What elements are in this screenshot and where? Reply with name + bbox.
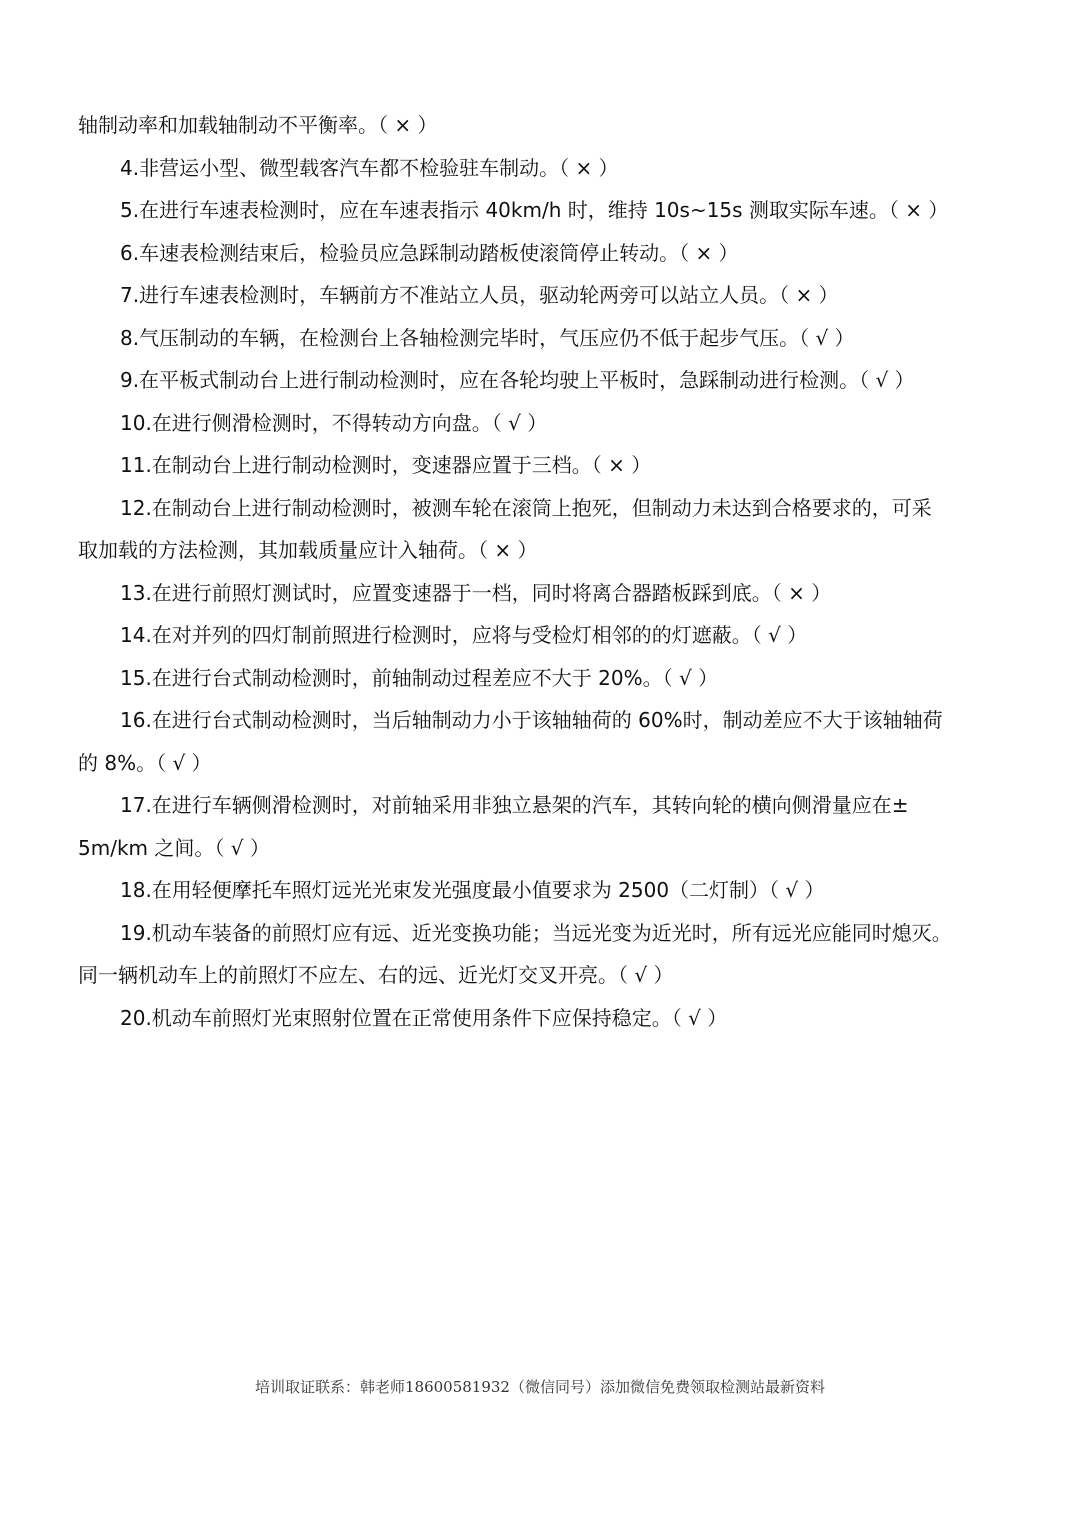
question-item-5: 5.在进行车速表检测时，应在车速表指示 40km/h 时，维持 10s~15s 测取实际车速。（ × ） [120, 198, 949, 222]
question-item-9: 9.在平板式制动台上进行制动检测时，应在各轮均驶上平板时，急踩制动进行检测。（ √ ） [120, 368, 915, 392]
text-line: 轴制动率和加载轴制动不平衡率。（ × ） [78, 113, 438, 137]
question-item-6: 6.车速表检测结束后，检验员应急踩制动踏板使滚筒停止转动。（ × ） [120, 240, 739, 265]
question-item-17: 17.在进行车辆侧滑检测时，对前轴采用非独立悬架的汽车，其转向轮的横向侧滑量应在± [120, 793, 909, 817]
question-item-10: 10.在进行侧滑检测时，不得转动方向盘。（ √ ） [120, 410, 548, 435]
document-body [78, 104, 1008, 1039]
question-item-14: 14.在对并列的四灯制前照进行检测时，应将与受检灯相邻的的灯遮蔽。（ √ ） [120, 623, 808, 647]
question-item-18: 18.在用轻便摩托车照灯远光光束发光强度最小值要求为 2500（二灯制）（ √ ） [120, 878, 825, 902]
question-item-4: 4.非营运小型、微型载客汽车都不检验驻车制动。（ × ） [120, 155, 619, 180]
question-item-17-cont: 5m/km 之间。（ √ ） [78, 835, 270, 860]
question-item-11: 11.在制动台上进行制动检测时，变速器应置于三档。（ × ） [120, 453, 652, 477]
question-item-16-cont: 的 8%。（ √ ） [78, 750, 212, 775]
question-item-19-cont: 同一辆机动车上的前照灯不应左、右的远、近光灯交叉开亮。（ √ ） [78, 963, 674, 987]
question-item-8: 8.气压制动的车辆，在检测台上各轴检测完毕时，气压应仍不低于起步气压。（ √ ） [120, 325, 855, 350]
question-item-12-cont: 取加载的方法检测，其加载质量应计入轴荷。（ × ） [78, 538, 538, 562]
question-item-20: 20.机动车前照灯光束照射位置在正常使用条件下应保持稳定。（ √ ） [120, 1005, 728, 1030]
question-item-16: 16.在进行台式制动检测时，当后轴制动力小于该轴轴荷的 60%时，制动差应不大于该轴轴荷 [120, 708, 943, 732]
footer-contact-note: 培训取证联系：韩老师18600581932（微信同号）添加微信免费领取检测站最新资料 [255, 1378, 825, 1396]
question-item-7: 7.进行车速表检测时，车辆前方不准站立人员，驱动轮两旁可以站立人员。（ × ） [120, 283, 839, 307]
question-item-13: 13.在进行前照灯测试时，应置变速器于一档，同时将离合器踏板踩到底。（ × ） [120, 580, 832, 605]
question-item-19: 19.机动车装备的前照灯应有远、近光变换功能；当远光变为近光时，所有远光应能同时熄灭。 [120, 920, 952, 945]
question-item-15: 15.在进行台式制动检测时，前轴制动过程差应不大于 20%。（ √ ） [120, 665, 719, 690]
question-item-12: 12.在制动台上进行制动检测时，被测车轮在滚筒上抱死，但制动力未达到合格要求的，可采 [120, 495, 932, 520]
